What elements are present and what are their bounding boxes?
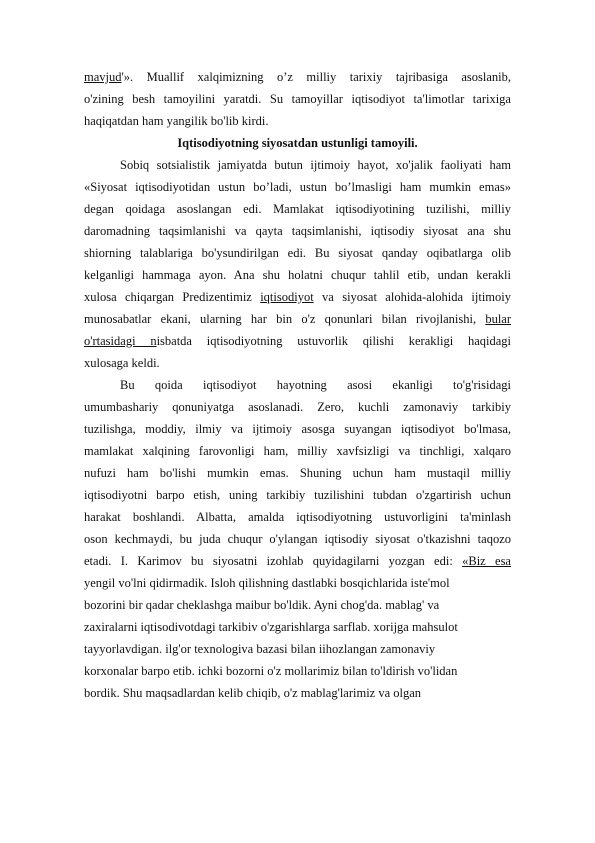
section-heading: Iqtisodiyotning siyosatdan ustunligi tamoyili. (177, 136, 418, 150)
paragraph-line: zaxiralarni iqtisodivotdagi tarkibiv o'zgarishlarga sarflab. xorijga mahsulot (84, 620, 458, 634)
paragraph-line: haqiqatdan ham yangilik bo'lib kirdi. (84, 114, 269, 128)
paragraph-line: tayyorlavdigan. ilg'or texnologiva bazasi bilan iihozlangan zamonaviy (84, 642, 436, 656)
paragraph-line: etadi. I. Karimov bu siyosatni izohlab quyidagilarni yozgan edi: «Biz esa (84, 554, 511, 568)
paragraph-line: o'rtasidagi nisbatda iqtisodiyotning ustuvorlik qilishi kerakligi haqidagi (84, 334, 512, 348)
paragraph-line: yengil vo'lni qidirmadik. Isloh qilishning dastlabki bosqichlarida iste'mol (84, 576, 450, 590)
paragraph-line: kelganligi hammaga ayon. Ana shu holatni chuqur tahlil etib, undan kerakli (84, 268, 511, 282)
paragraph-line: xulosa chiqargan Predizentimiz iqtisodiyot va siyosat alohida-alohida ijtimoiy (84, 290, 511, 304)
paragraph-line: xulosaga keldi. (84, 356, 160, 370)
paragraph-line: nufuzi ham bo'lishi mumkin emas. Shuning uchun ham mustaqil milliy (84, 466, 511, 480)
paragraph-line: mavjud'». Muallif xalqimizning o’z milliy tarixiy tajribasiga asoslanib, (84, 70, 511, 84)
paragraph-line: daromadning taqsimlanishi va qayta taqsimlanishi, iqtisodiy siyosat ana shu (84, 224, 511, 238)
paragraph-line: mamlakat xalqining farovonligi ham, milliy xavfsizligi va tinchligi, xalqaro (84, 444, 511, 458)
paragraph-line: degan qoidaga asoslangan edi. Mamlakat iqtisodiyotining tuzilishi, milliy (84, 202, 511, 216)
paragraph-line: Sobiq sotsialistik jamiyatda butun ijtimoiy hayot, xo'jalik faoliyati ham (120, 158, 511, 172)
paragraph-line: bordik. Shu maqsadlardan kelib chiqib, o'z mablag'larimiz va olgan (84, 686, 422, 700)
paragraph-line: umumbashariy qonuniyatga asoslanadi. Zero, kuchli zamonaviy tarkibiy (84, 400, 511, 414)
paragraph-line: o'zining besh tamoyilini yaratdi. Su tamoyillar iqtisodiyot ta'limotlar tarixiga (84, 92, 511, 106)
paragraph-line: «Siyosat iqtisodiyotidan ustun bo’ladi, ustun bo’lmasligi ham mumkin emas» (84, 180, 511, 194)
paragraph-line: harakat boshlandi. Albatta, amalda iqtisodiyotning ustuvorligini ta'minlash (84, 510, 511, 524)
paragraph-line: korxonalar barpo etib. ichki bozorni o'z mollarimiz bilan to'ldirish vo'lidan (84, 664, 458, 678)
paragraph-line: munosabatlar ekani, ularning har bin o'z qonunlari bilan rivojlanishi, bular (84, 312, 511, 326)
paragraph-line: Bu qoida iqtisodiyot hayotning asosi ekanligi to'g'risidagi (120, 378, 511, 392)
paragraph-line: iqtisodiyotni barpo etish, uning tarkibiy tuzilishini tubdan o'zgartirish uchun (84, 488, 511, 502)
paragraph-line: tuzilishga, moddiy, ilmiy va ijtimoiy asosga suyangan iqtisodiyot bo'lmasa, (84, 422, 511, 436)
paragraph-line: oson kechmaydi, bu juda chuqur o'ylangan iqtisodiy siyosat o'tkazishni taqozo (84, 532, 511, 546)
paragraph-line: bozorini bir qadar cheklashga maibur bo'ldik. Ayni chog'da. mablag' va (84, 598, 440, 612)
paragraph-line: shiorning talablariga bo'ysundirilgan edi. Bu siyosat qanday oqibatlarga olib (84, 246, 511, 260)
